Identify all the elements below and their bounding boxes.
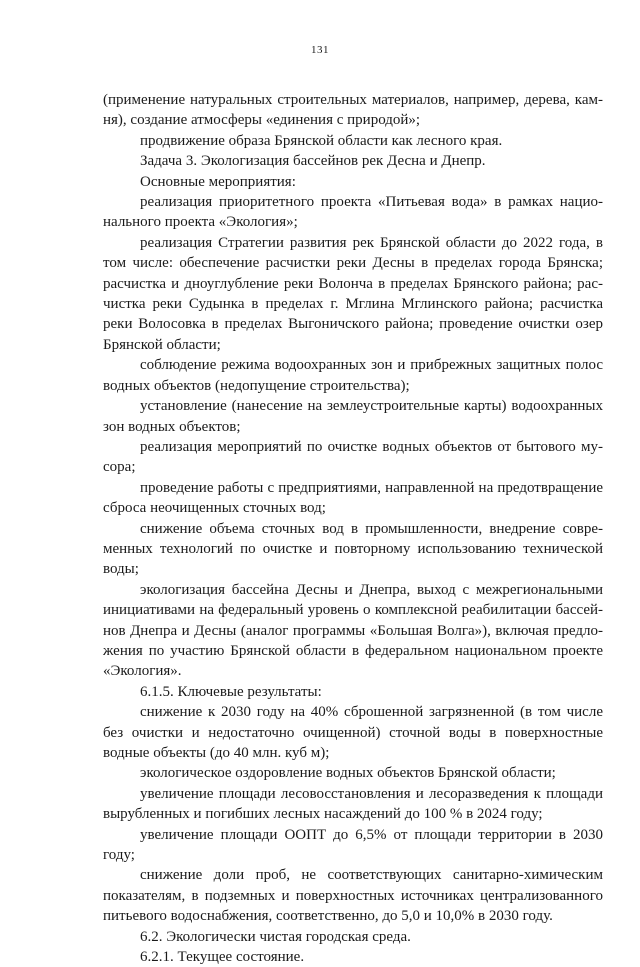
section-heading-key-results: 6.1.5. Ключевые результаты:	[140, 683, 322, 700]
paragraph-intro-continuation: (применение натуральных строительных материалов, например, дерева, кам-ня), создание атмосферы «единения с природой»;	[103, 92, 603, 129]
paragraph-zone-mapping: установление (нанесение на землеустроительные карты) водоохранных зон водных объектов;	[103, 398, 603, 435]
paragraph-river-strategy: реализация Стратегии развития рек Брянской области до 2022 года, в том числе: обеспечение расчистки реки Десны в пределах города Брянска; расчистка и дноуглубление реки Волонча в пределах Брянского района; рас-чистка реки Судынка в пределах г. Мглина Мглинского района; расчистка реки Волосовка в пределах Выгоничского района; проведение очистки озер Брянской области;	[103, 234, 603, 353]
paragraph-result-water-bodies: экологическое оздоровление водных объектов Брянской области;	[140, 765, 556, 782]
document-body	[103, 90, 603, 967]
paragraph-result-reforestation: увеличение площади лесовосстановления и лесоразведения к площади вырубленных и погибших лесных насаждений до 100 % в 2024 году;	[103, 785, 603, 823]
section-heading-urban-environment: 6.2. Экологически чистая городская среда.	[140, 928, 411, 945]
paragraph-water-protection-zones: соблюдение режима водоохранных зон и прибрежных защитных полос водных объектов (недопущение строительства);	[103, 357, 603, 394]
section-heading-current-state: 6.2.1. Текущее состояние.	[140, 949, 305, 966]
paragraph-result-wastewater: снижение к 2030 году на 40% сброшенной загрязненной (в том числе без очистки и недостаточно очищенной) сточной воды в поверхностные водные объекты (до 40 млн. куб м);	[103, 704, 603, 761]
paragraph-task-3: Задача 3. Экологизация бассейнов рек Десна и Днепр.	[140, 153, 486, 170]
paragraph-wastewater-reduction: снижение объема сточных вод в промышленности, внедрение совре-менных технологий по очистке и повторному использованию технической воды;	[103, 520, 603, 578]
paragraph-brand-promotion: продвижение образа Брянской области как лесного края.	[140, 132, 503, 149]
paragraph-main-measures: Основные мероприятия:	[140, 173, 296, 190]
page-number: 131	[311, 44, 329, 56]
paragraph-enterprise-work: проведение работы с предприятиями, направленной на предотвращение сброса неочищенных сточных вод;	[103, 479, 603, 517]
paragraph-garbage-cleanup: реализация мероприятий по очистке водных объектов от бытового му-сора;	[103, 438, 603, 476]
paragraph-drinking-water: реализация приоритетного проекта «Питьевая вода» в рамках нацио-нального проекта «Экология»;	[103, 194, 603, 231]
paragraph-basin-ecologization: экологизация бассейна Десны и Днепра, выход с межрегиональными инициативами на федеральный уровень о комплексной реабилитации бассей-нов Днепра и Десны (аналог программы «Большая Волга»), включая предло-жения по участию Брянской области в федеральном национальном проекте «Экология».	[103, 581, 603, 680]
paragraph-result-protected-areas: увеличение площади ООПТ до 6,5% от площади территории в 2030 году;	[103, 826, 603, 864]
paragraph-result-water-samples: снижение доли проб, не соответствующих санитарно-химическим показателям, в подземных и поверхностных источниках централизованного питьевого водоснабжения, соответственно, до 5,0 и 10,0% в 2030 году.	[103, 867, 603, 925]
